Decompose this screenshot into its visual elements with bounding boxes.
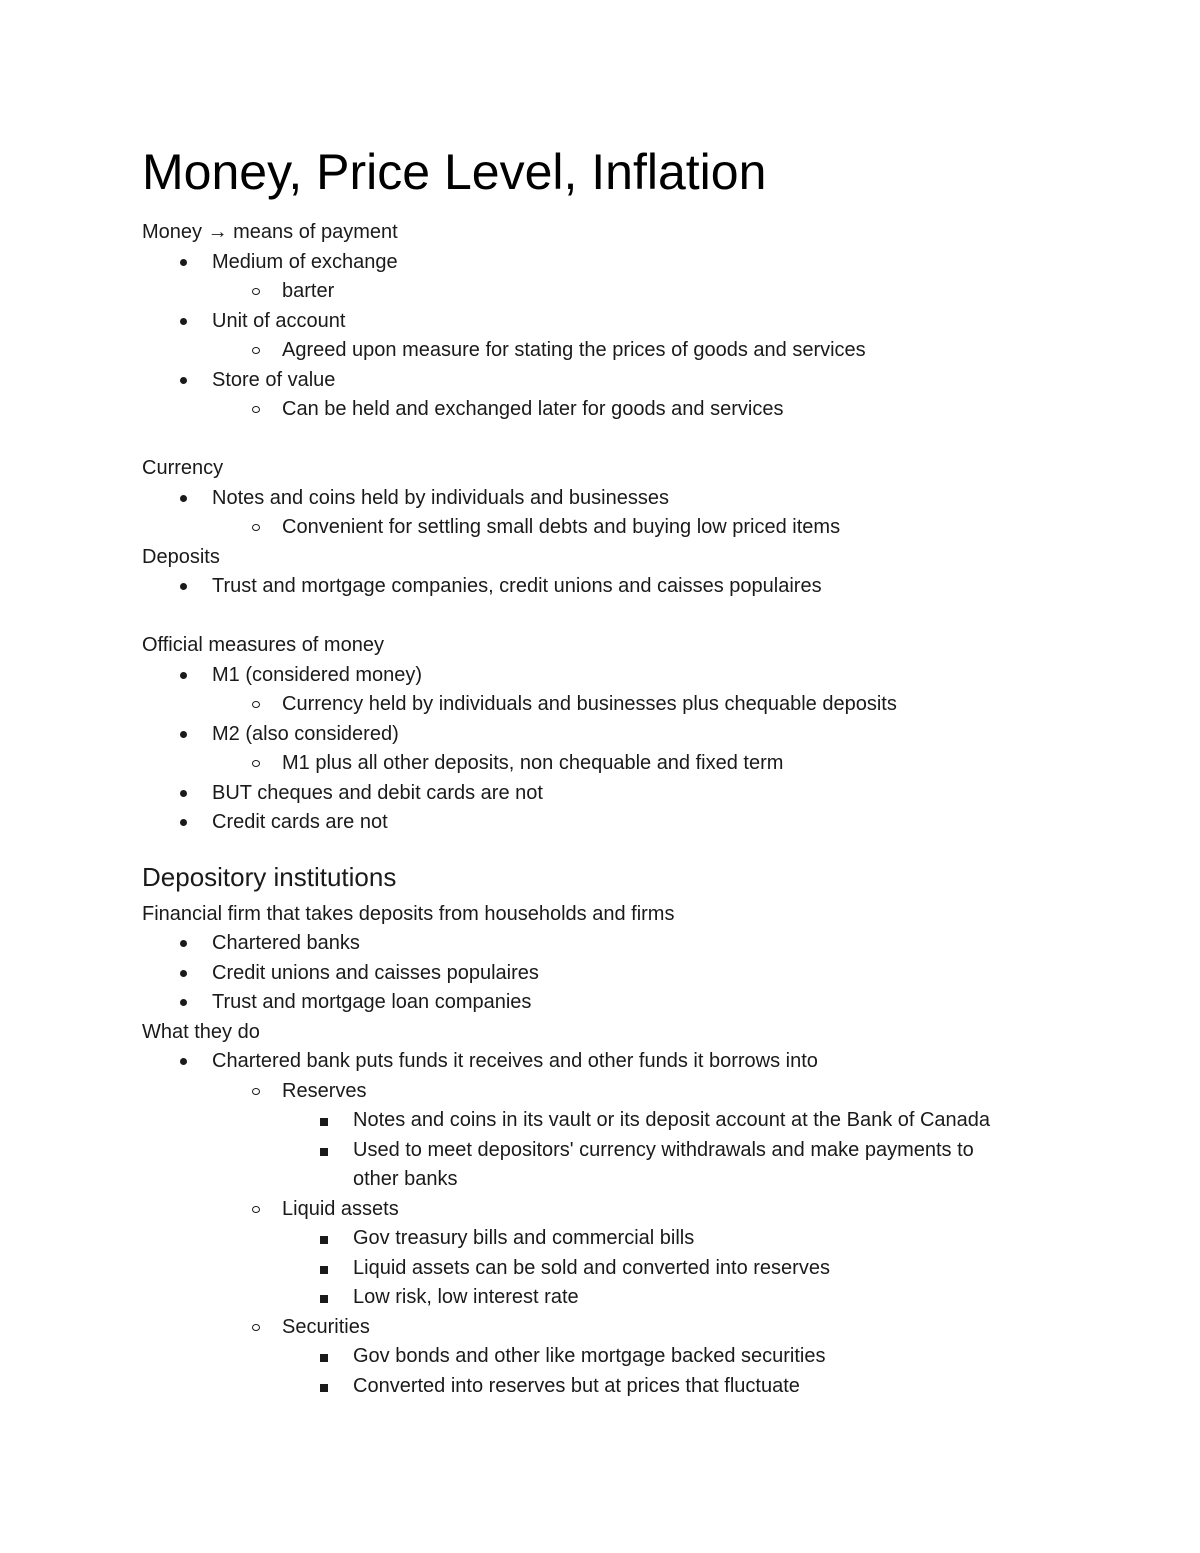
- bullet-circle-icon: [250, 749, 270, 779]
- list-item-text: Reserves: [282, 1079, 367, 1102]
- list-item-text: BUT cheques and debit cards are not: [212, 781, 543, 804]
- bullet-circle-icon: [250, 690, 270, 720]
- bullet-disc-icon: [178, 248, 198, 278]
- depository-intro: Financial firm that takes deposits from households and firms: [142, 902, 675, 925]
- bullet-disc-icon: [178, 484, 198, 514]
- list-item-text: Notes and coins in its vault or its deposit account at the Bank of Canada: [353, 1109, 991, 1131]
- list-item: [142, 1224, 1062, 1254]
- bullet-circle-icon: [250, 1195, 270, 1225]
- list-item: [142, 366, 1062, 396]
- bullet-disc-icon: [178, 959, 198, 989]
- list-item: [142, 1342, 1062, 1372]
- bullet-disc-icon: [178, 988, 198, 1018]
- currency-heading: Currency: [142, 457, 224, 479]
- list-item: [142, 1106, 1062, 1136]
- deposits-list: [142, 572, 1062, 602]
- list-item: [142, 484, 1062, 514]
- list-item-text: Notes and coins held by individuals and businesses: [212, 486, 669, 509]
- bullet-disc-icon: [178, 307, 198, 337]
- list-item-text: Low risk, low interest rate: [353, 1286, 579, 1308]
- list-item-text: Liquid assets can be sold and converted into reserves: [353, 1256, 830, 1279]
- spacer: [142, 838, 1062, 860]
- bullet-square-icon: [318, 1254, 338, 1284]
- list-item: [142, 513, 1062, 543]
- list-item: [142, 988, 1062, 1018]
- deposits-heading: Deposits: [142, 545, 220, 568]
- list-item-text: Liquid assets: [282, 1197, 399, 1220]
- bullet-disc-icon: [178, 661, 198, 691]
- bullet-square-icon: [318, 1136, 338, 1166]
- bullet-disc-icon: [178, 366, 198, 396]
- list-item: [142, 1136, 1013, 1195]
- list-item-text: Trust and mortgage companies, credit unions and caisses populaires: [212, 575, 822, 597]
- list-item: [142, 1372, 1062, 1402]
- list-item: [142, 749, 1062, 779]
- list-item-text: M2 (also considered): [212, 722, 399, 745]
- list-item: [142, 248, 1062, 278]
- list-item: [142, 277, 1062, 307]
- what-they-do-list: [142, 1047, 1062, 1401]
- spacer: [142, 425, 1062, 455]
- bullet-disc-icon: [178, 720, 198, 750]
- currency-list: [142, 484, 1062, 543]
- list-item: [142, 690, 1062, 720]
- list-item-text: M1 plus all other deposits, non chequable and fixed term: [282, 752, 784, 774]
- list-item: [142, 808, 1062, 838]
- list-item-text: Convenient for settling small debts and buying low priced items: [282, 516, 841, 538]
- list-item: [142, 307, 1062, 337]
- spacer: [142, 602, 1062, 632]
- list-item: [142, 720, 1062, 750]
- list-item-text: Securities: [282, 1315, 370, 1338]
- bullet-circle-icon: [250, 1077, 270, 1107]
- list-item-text: Credit unions and caisses populaires: [212, 961, 539, 984]
- bullet-square-icon: [318, 1372, 338, 1402]
- bullet-circle-icon: [250, 513, 270, 543]
- bullet-circle-icon: [250, 1313, 270, 1343]
- list-item: [142, 779, 1062, 809]
- list-item: [142, 572, 1062, 602]
- bullet-circle-icon: [250, 277, 270, 307]
- page-title: Money, Price Level, Inflation: [142, 144, 767, 200]
- list-item-text: Agreed upon measure for stating the prices of goods and services: [282, 339, 866, 361]
- official-list: [142, 661, 1062, 838]
- bullet-disc-icon: [178, 929, 198, 959]
- bullet-square-icon: [318, 1342, 338, 1372]
- list-item-text: Gov treasury bills and commercial bills: [353, 1227, 695, 1249]
- bullet-disc-icon: [178, 1047, 198, 1077]
- list-item-text: Store of value: [212, 368, 336, 391]
- list-item-text: Used to meet depositors' currency withdrawals and make payments to other banks: [353, 1138, 974, 1190]
- list-item-text: Credit cards are not: [212, 811, 388, 833]
- list-item-text: barter: [282, 280, 335, 302]
- list-item-text: M1 (considered money): [212, 663, 423, 686]
- bullet-disc-icon: [178, 572, 198, 602]
- list-item-text: Can be held and exchanged later for goods and services: [282, 398, 784, 420]
- bullet-circle-icon: [250, 336, 270, 366]
- list-item: [142, 1283, 1062, 1313]
- depository-list: [142, 929, 1062, 1018]
- what-they-do-heading: What they do: [142, 1020, 260, 1043]
- money-list: [142, 248, 1062, 425]
- list-item-text: Chartered banks: [212, 932, 360, 954]
- bullet-disc-icon: [178, 779, 198, 809]
- bullet-disc-icon: [178, 808, 198, 838]
- bullet-square-icon: [318, 1224, 338, 1254]
- list-item: [142, 1047, 1062, 1077]
- list-item: [142, 395, 1062, 425]
- money-intro: Money → means of payment: [142, 221, 398, 243]
- list-item: [142, 661, 1062, 691]
- list-item: [142, 1077, 1062, 1107]
- list-item-text: Currency held by individuals and businesses plus chequable deposits: [282, 693, 897, 715]
- list-item: [142, 1195, 1062, 1225]
- list-item: [142, 929, 1062, 959]
- list-item-text: Unit of account: [212, 309, 346, 332]
- list-item-text: Chartered bank puts funds it receives and other funds it borrows into: [212, 1050, 818, 1072]
- bullet-square-icon: [318, 1106, 338, 1136]
- list-item-text: Gov bonds and other like mortgage backed securities: [353, 1345, 826, 1367]
- list-item: [142, 336, 1062, 366]
- list-item-text: Medium of exchange: [212, 250, 398, 273]
- section-heading: Depository institutions: [142, 861, 397, 892]
- document-page: [142, 140, 1062, 1401]
- bullet-square-icon: [318, 1283, 338, 1313]
- list-item: [142, 959, 1062, 989]
- bullet-circle-icon: [250, 395, 270, 425]
- list-item-text: Trust and mortgage loan companies: [212, 991, 532, 1013]
- list-item: [142, 1313, 1062, 1343]
- official-heading: Official measures of money: [142, 634, 384, 656]
- list-item: [142, 1254, 1062, 1284]
- list-item-text: Converted into reserves but at prices that fluctuate: [353, 1374, 800, 1397]
